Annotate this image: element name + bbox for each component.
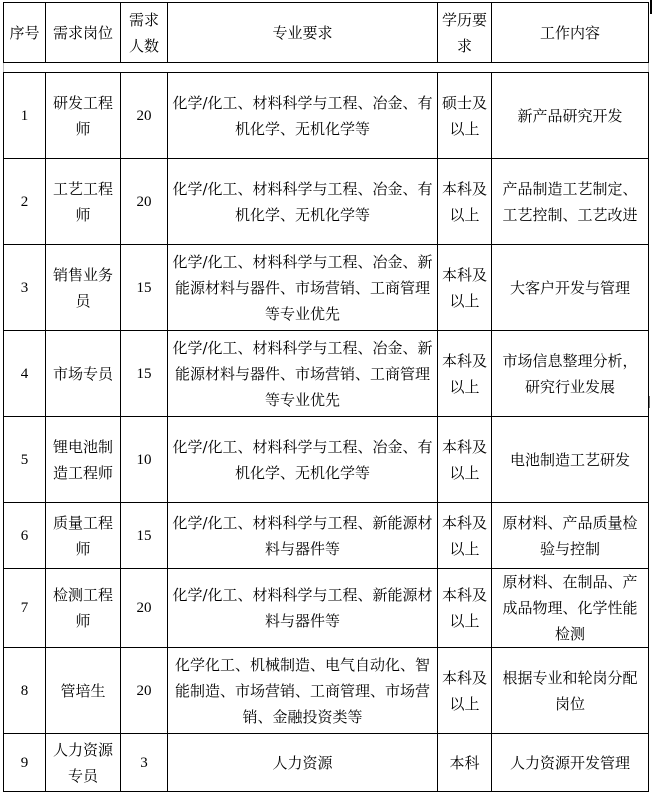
- cell-education: 本科及以上: [438, 245, 492, 331]
- cell-seq: 6: [4, 503, 46, 569]
- table-row: [4, 245, 649, 331]
- cell-work: 电池制造工艺研发: [492, 417, 649, 503]
- table-row: [4, 417, 649, 503]
- table-spacer-row: [4, 63, 649, 73]
- table-row: [4, 648, 649, 734]
- cell-position: 检测工程师: [46, 569, 121, 648]
- cell-count: 10: [121, 417, 168, 503]
- cell-education: 硕士及以上: [438, 73, 492, 159]
- text-cursor: [650, 0, 652, 14]
- cell-seq: 7: [4, 569, 46, 648]
- header-position: 需求岗位: [46, 3, 121, 63]
- cell-education: 本科及以上: [438, 648, 492, 734]
- cell-major: 化学/化工、材料科学与工程、冶金、有机化学、无机化学等: [168, 417, 438, 503]
- margin-mark: [649, 396, 650, 408]
- cell-count: 20: [121, 569, 168, 648]
- cell-major: 化学/化工、材料科学与工程、冶金、新能源材料与器件、市场营销、工商管理等专业优先: [168, 331, 438, 417]
- header-seq: 序号: [4, 3, 46, 63]
- table-row: [4, 503, 649, 569]
- cell-major: 化学/化工、材料科学与工程、新能源材料与器件等: [168, 569, 438, 648]
- cell-count: 15: [121, 331, 168, 417]
- cell-education: 本科及以上: [438, 331, 492, 417]
- table-row: [4, 331, 649, 417]
- cell-work: 市场信息整理分析，研究行业发展: [492, 331, 649, 417]
- cell-position: 市场专员: [46, 331, 121, 417]
- table-row: [4, 73, 649, 159]
- header-work: 工作内容: [492, 3, 649, 63]
- cell-count: 15: [121, 503, 168, 569]
- cell-major: 化学/化工、材料科学与工程、新能源材料与器件等: [168, 503, 438, 569]
- cell-major: 人力资源: [168, 734, 438, 792]
- cell-position: 研发工程师: [46, 73, 121, 159]
- job-requirements-table: [3, 2, 649, 792]
- cell-education: 本科及以上: [438, 417, 492, 503]
- table-header-row: [4, 3, 649, 63]
- cell-position: 质量工程师: [46, 503, 121, 569]
- cell-major: 化学化工、机械制造、电气自动化、智能制造、市场营销、工商管理、市场营销、金融投资类等: [168, 648, 438, 734]
- cell-education: 本科及以上: [438, 569, 492, 648]
- cell-seq: 9: [4, 734, 46, 792]
- cell-major: 化学/化工、材料科学与工程、冶金、有机化学、无机化学等: [168, 159, 438, 245]
- cell-position: 销售业务员: [46, 245, 121, 331]
- header-count: 需求人数: [121, 3, 168, 63]
- cell-count: 3: [121, 734, 168, 792]
- cell-seq: 4: [4, 331, 46, 417]
- cell-position: 工艺工程师: [46, 159, 121, 245]
- cell-major: 化学/化工、材料科学与工程、冶金、新能源材料与器件、市场营销、工商管理等专业优先: [168, 245, 438, 331]
- cell-education: 本科: [438, 734, 492, 792]
- cell-major: 化学/化工、材料科学与工程、冶金、有机化学、无机化学等: [168, 73, 438, 159]
- cell-count: 20: [121, 159, 168, 245]
- cell-position: 管培生: [46, 648, 121, 734]
- cell-education: 本科及以上: [438, 159, 492, 245]
- cell-count: 15: [121, 245, 168, 331]
- header-education: 学历要求: [438, 3, 492, 63]
- table-row: [4, 569, 649, 648]
- header-major: 专业要求: [168, 3, 438, 63]
- cell-position: 锂电池制造工程师: [46, 417, 121, 503]
- cell-seq: 3: [4, 245, 46, 331]
- cell-seq: 8: [4, 648, 46, 734]
- cell-work: 产品制造工艺制定、工艺控制、工艺改进: [492, 159, 649, 245]
- cell-seq: 5: [4, 417, 46, 503]
- cell-work: 人力资源开发管理: [492, 734, 649, 792]
- cell-education: 本科及以上: [438, 503, 492, 569]
- table-row: [4, 734, 649, 792]
- cell-work: 原材料、产品质量检验与控制: [492, 503, 649, 569]
- cell-work: 原材料、在制品、产成品物理、化学性能检测: [492, 569, 649, 648]
- cell-count: 20: [121, 648, 168, 734]
- cell-work: 大客户开发与管理: [492, 245, 649, 331]
- cell-count: 20: [121, 73, 168, 159]
- cell-position: 人力资源专员: [46, 734, 121, 792]
- cell-work: 根据专业和轮岗分配岗位: [492, 648, 649, 734]
- cell-seq: 2: [4, 159, 46, 245]
- cell-work: 新产品研究开发: [492, 73, 649, 159]
- cell-seq: 1: [4, 73, 46, 159]
- table-row: [4, 159, 649, 245]
